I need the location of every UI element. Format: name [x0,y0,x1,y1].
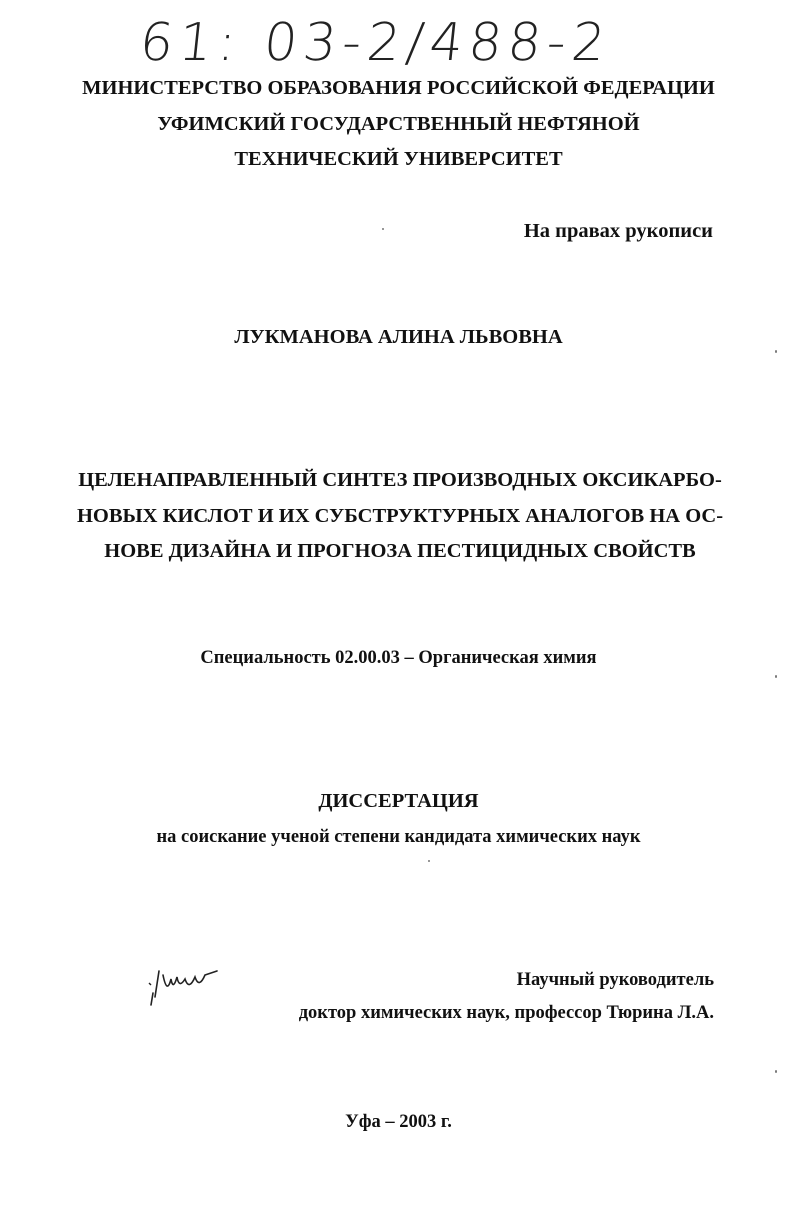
archive-code-handwritten: 61: 03-2/488-2 [136,13,615,73]
dissertation-title-line-3: НОВЕ ДИЗАЙНА И ПРОГНОЗА ПЕСТИЦИДНЫХ СВОЙСТВ [104,540,696,562]
header-university: УФИМСКИЙ ГОСУДАРСТВЕННЫЙ НЕФТЯНОЙ [157,113,640,135]
degree-line: на соискание ученой степени кандидата химических наук [156,827,641,847]
scan-speck [382,228,384,230]
author-name: ЛУКМАНОВА АЛИНА ЛЬВОВНА [234,326,563,348]
header-university-cont: ТЕХНИЧЕСКИЙ УНИВЕРСИТЕТ [234,148,563,170]
place-year: Уфа – 2003 г. [345,1112,452,1132]
doc-type: ДИССЕРТАЦИЯ [318,790,479,812]
scan-speck [775,675,777,678]
header-ministry: МИНИСТЕРСТВО ОБРАЗОВАНИЯ РОССИЙСКОЙ ФЕДЕРАЦИИ [82,77,715,99]
dissertation-title-line-1: ЦЕЛЕНАПРАВЛЕННЫЙ СИНТЕЗ ПРОИЗВОДНЫХ ОКСИКАРБО- [78,469,722,491]
rights-note: На правах рукописи [523,220,713,242]
scan-speck [775,350,777,353]
scan-speck [428,860,430,862]
scan-speck [775,1070,777,1073]
dissertation-title-line-2: НОВЫХ КИСЛОТ И ИХ СУБСТРУКТУРНЫХ АНАЛОГОВ НА ОС- [76,505,724,527]
specialty: Специальность 02.00.03 – Органическая химия [200,648,597,668]
supervisor-label: Научный руководитель [516,970,714,990]
signature [145,965,235,1015]
supervisor-name: доктор химических наук, профессор Тюрина Л.А. [298,1003,714,1023]
